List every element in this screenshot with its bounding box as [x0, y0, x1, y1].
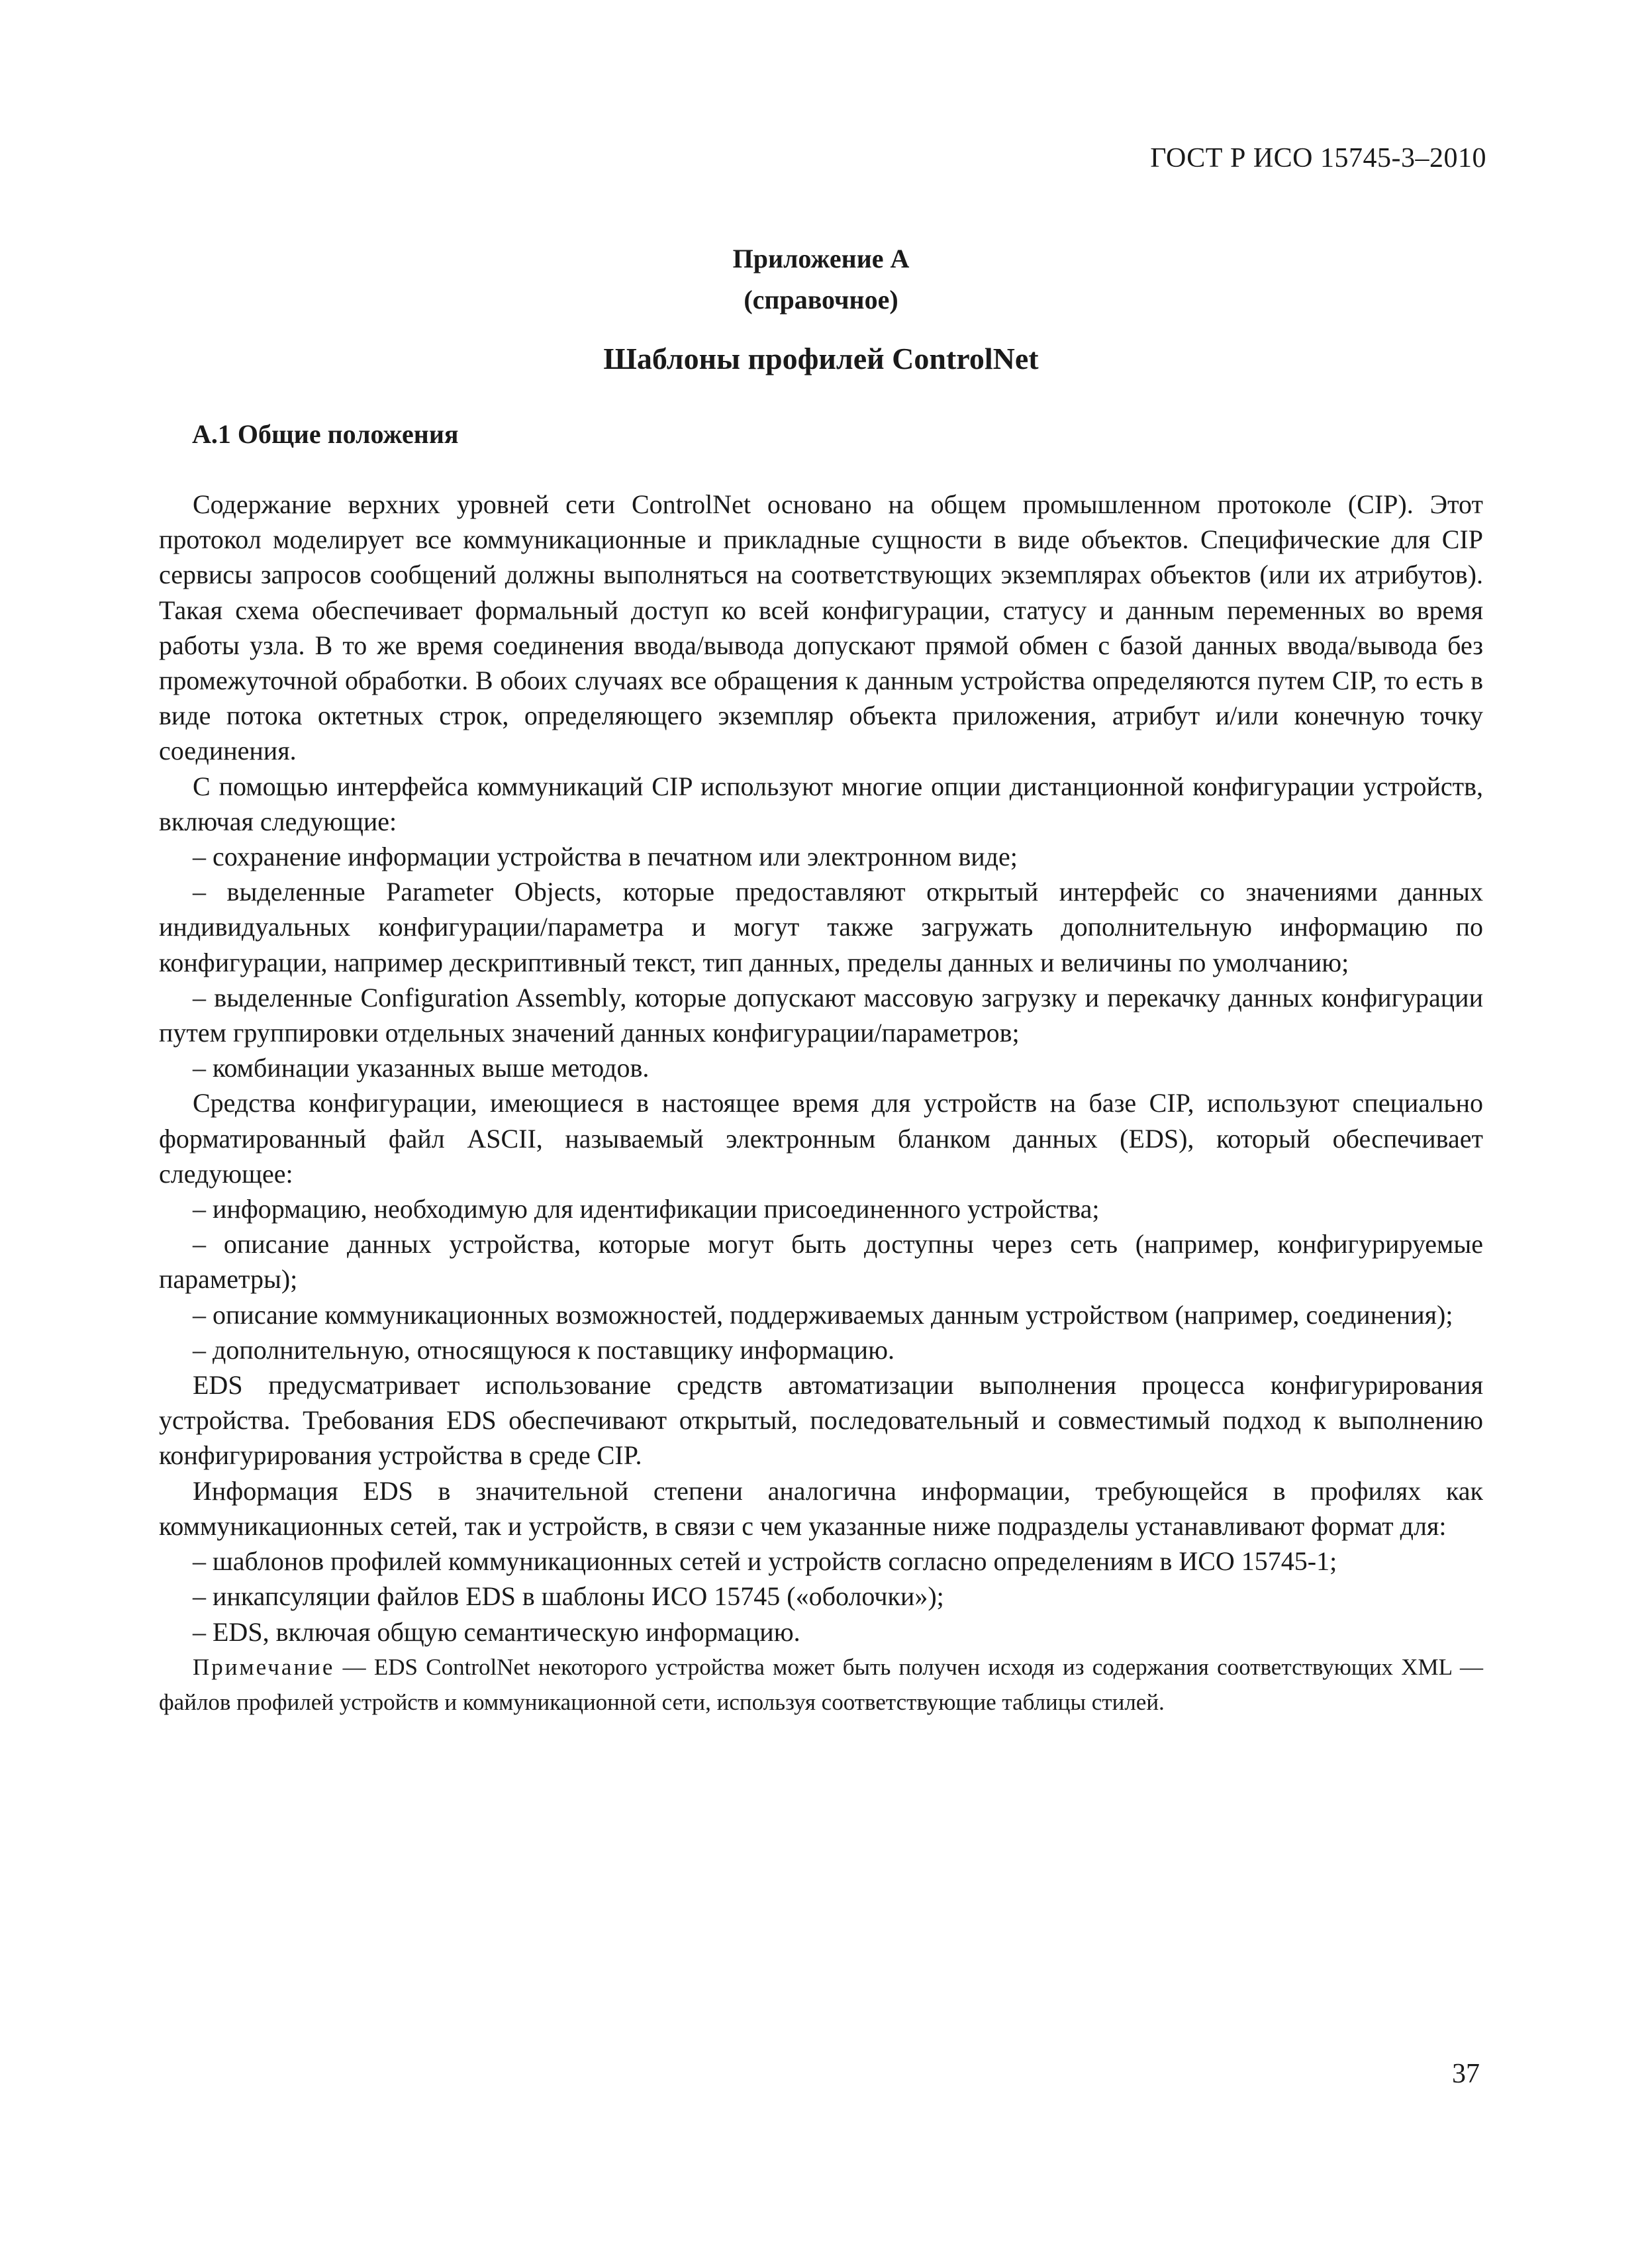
list-item: – шаблонов профилей коммуникационных сетей и устройств согласно определениям в ИСО 15745-1; [193, 1546, 1337, 1577]
paragraph: С помощью интерфейса коммуникаций CIP используют многие опции дистанционной конфигурации устройств, включая следующие: [159, 771, 1483, 836]
paragraph: Средства конфигурации, имеющиеся в настоящее время для устройств на базе CIP, используют специально форматированный файл ASCII, называемый электронным бланком данных (EDS), который обеспечивает следующее: [159, 1088, 1483, 1189]
standard-code: ГОСТ Р ИСО 15745-3–2010 [1150, 143, 1486, 173]
list-item: – EDS, включая общую семантическую информацию. [193, 1616, 800, 1647]
note-text: — EDS ControlNet некоторого устройства может быть получен исходя из содержания соответствующих XML — файлов профилей устройств и коммуникационной сети, используя соответствующие таблицы стилей. [159, 1653, 1483, 1715]
list-item: – описание коммуникационных возможностей, поддерживаемых данным устройством (например, соединения); [193, 1299, 1453, 1330]
list-item: – информацию, необходимую для идентификации присоединенного устройства; [193, 1194, 1100, 1224]
annex-label: Приложение А [732, 244, 910, 273]
list-item: – сохранение информации устройства в печатном или электронном виде; [193, 842, 1018, 872]
list-item: – описание данных устройства, которые могут быть доступны через сеть (например, конфигурируемые параметры); [159, 1229, 1483, 1295]
paragraph: EDS предусматривает использование средств автоматизации выполнения процесса конфигурирования устройства. Требования EDS обеспечивают открытый, последовательный и совместимый подход к выполнению конфигурирования устройства в среде CIP. [159, 1370, 1483, 1471]
annex-status: (справочное) [744, 285, 898, 315]
paragraph: Содержание верхних уровней сети ControlNet основано на общем промышленном протоколе (CIP). Этот протокол моделирует все коммуникационные и прикладные сущности в виде объектов. Специфические для CIP сервисы запросов сообщений должны выполняться на соответствующих экземплярах объектов (или их атрибутов). Такая схема обеспечивает формальный доступ ко всей конфигурации, статусу и данным переменных во время работы узла. В то же время соединения ввода/вывода допускают прямой обмен с базой данных ввода/вывода без промежуточной обработки. В обоих случаях все обращения к данным устройства определяются путем CIP, то есть в виде потока октетных строк, определяющего экземпляр объекта приложения, атрибут и/или конечную точку соединения. [159, 489, 1483, 766]
page-number: 37 [1452, 2059, 1480, 2089]
paragraph: Информация EDS в значительной степени аналогична информации, требующейся в профилях как коммуникационных сетей, так и устройств, в связи с чем указанные ниже подразделы устанавливают формат для: [159, 1475, 1483, 1541]
list-item: – выделенные Parameter Objects, которые предоставляют открытый интерфейс со значениями данных индивидуальных конфигурации/параметра и могут также загружать дополнительную информацию по конфигурации, например дескриптивный текст, тип данных, пределы данных и величины по умолчанию; [159, 877, 1483, 977]
page-title: Шаблоны профилей ControlNet [603, 342, 1039, 375]
note [159, 1650, 1483, 1720]
list-item: – выделенные Configuration Assembly, которые допускают массовую загрузку и перекачку данных конфигурации путем группировки отдельных значений данных конфигурации/параметров; [159, 982, 1483, 1048]
body-text [159, 487, 1483, 1720]
note-label: Примечание [193, 1653, 335, 1680]
annex-heading [0, 238, 1642, 320]
section-heading: А.1 Общие положения [192, 419, 459, 449]
list-item: – комбинации указанных выше методов. [193, 1053, 650, 1083]
list-item: – дополнительную, относящуюся к поставщику информацию. [193, 1334, 894, 1365]
list-item: – инкапсуляции файлов EDS в шаблоны ИСО 15745 («оболочки»); [193, 1581, 944, 1612]
